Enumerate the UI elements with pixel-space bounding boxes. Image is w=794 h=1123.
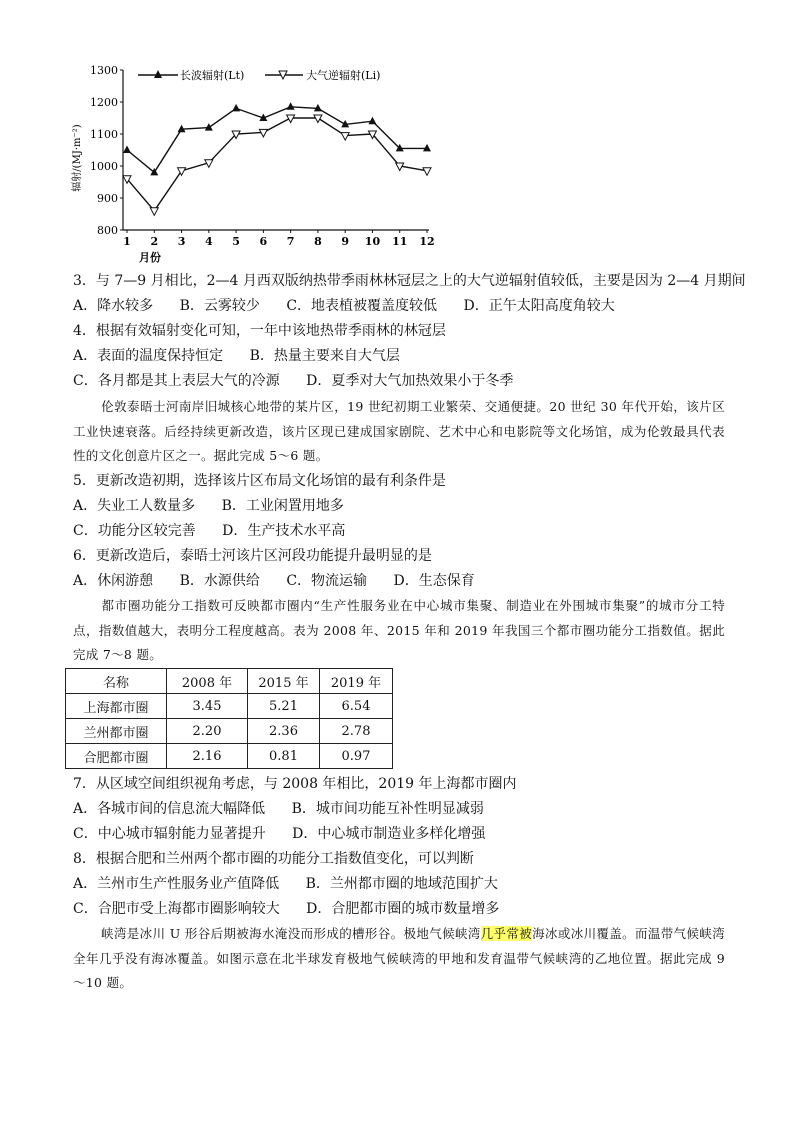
q3-option-c: C．地表植被覆盖度较低 [286, 298, 438, 314]
q7-option-a: A．各城市间的信息流大幅降低 [73, 801, 266, 817]
table-cell: 5.21 [248, 694, 320, 719]
table-row [66, 744, 393, 769]
q5-option-a: A．失业工人数量多 [73, 498, 196, 514]
table-cell: 2.36 [248, 719, 320, 744]
q8-option-a: A．兰州市生产性服务业产值降低 [73, 876, 280, 892]
q3-option-d: D．正午太阳高度角较大 [463, 298, 615, 314]
table-row [66, 694, 393, 719]
table-cell: 0.81 [248, 744, 320, 769]
q8-option-c: C．合肥市受上海都市圈影响较大 [73, 901, 280, 917]
question-7-options-row2 [73, 824, 507, 844]
passage-metro-text: 都市圈功能分工指数可反映都市圈内“生产性服务业在中心城市集聚、制造业在外围城市集聚”的城市分工特点，指数值越大，表明分工程度越高。表为 2008 年、2015 年和 2019 年我国三个都市圈功能分工指数值。据此完成 7～8 题。 [73, 598, 725, 662]
x-tick-label: 12 [419, 235, 435, 248]
data-point-li [341, 133, 349, 141]
q5-option-c: C．功能分区较完善 [73, 523, 196, 539]
x-axis-label: 月份 [139, 251, 161, 264]
q4-option-d: D．夏季对大气加热效果小于冬季 [306, 373, 514, 389]
radiation-line-chart [70, 58, 435, 268]
metro-index-table [65, 668, 393, 769]
chart-legend [138, 68, 380, 82]
q7-option-b: B．城市间功能互补性明显减弱 [291, 801, 484, 817]
question-7-stem: 7．从区域空间组织视角考虑，与 2008 年相比，2019 年上海都市圈内 [73, 776, 517, 792]
x-tick-label: 1 [123, 235, 131, 248]
question-6-stem: 6．更新改造后，泰晤士河该片区河段功能提升最明显的是 [73, 548, 432, 564]
x-tick-label: 5 [232, 235, 240, 248]
data-point-lt [287, 102, 295, 110]
question-5-stem: 5．更新改造初期，选择该片区布局文化场馆的最有利条件是 [73, 473, 446, 489]
q6-option-b: B．水源供给 [179, 573, 260, 589]
table-header-row [66, 669, 393, 694]
chart-axes [120, 70, 429, 233]
series-lines [127, 107, 427, 211]
question-3-stem: 3．与 7—9 月相比，2—4 月西双版纳热带季雨林林冠层之上的大气逆辐射值较低，主要是因为 2—4 月期间 [73, 273, 746, 289]
q7-option-d: D．中心城市制造业多样化增强 [292, 826, 486, 842]
table-row [66, 719, 393, 744]
x-tick-label: 11 [392, 235, 408, 248]
q4-option-a: A．表面的温度保持恒定 [73, 348, 224, 364]
question-5-options-row2 [73, 521, 367, 541]
passage-fjord [73, 922, 725, 996]
x-tick-label: 10 [364, 235, 381, 248]
q6-option-d: D．生态保育 [393, 573, 475, 589]
series-line-2 [127, 118, 427, 211]
passage-london [73, 395, 725, 469]
legend-filled-triangle-icon [154, 70, 162, 78]
data-point-lt [205, 123, 213, 131]
table-header-cell: 2008 年 [167, 669, 248, 694]
table-cell: 兰州都市圈 [66, 719, 167, 744]
x-tick-label: 9 [341, 235, 350, 248]
x-tick-label: 8 [314, 235, 322, 248]
question-3-options [73, 296, 637, 316]
q8-option-b: B．兰州都市圈的地域范围扩大 [305, 876, 498, 892]
highlighted-text: 几乎常被 [480, 926, 533, 941]
question-8-options-row2 [73, 899, 521, 919]
question-6-options [73, 571, 497, 591]
table-header-cell: 2015 年 [248, 669, 320, 694]
question-8-stem: 8．根据合肥和兰州两个都市圈的功能分工指数值变化，可以判断 [73, 851, 474, 867]
passage-fjord-text-2: 海冰或冰川覆盖。而温带气候峡湾全年几乎没有海冰覆盖。如图示意在北半球发育极地气候峡湾的甲地和发育温带气候峡湾的乙地位置。据此完成 9～10 题。 [73, 926, 725, 990]
question-4-stem: 4．根据有效辐射变化可知，一年中该地热带季雨林的林冠层 [73, 323, 446, 339]
question-8-options-row1 [73, 874, 520, 894]
table-cell: 0.97 [320, 744, 393, 769]
legend-label-lt: 长波辐射(Lt) [180, 69, 245, 82]
x-tick-label: 7 [286, 235, 295, 248]
q5-option-b: B．工业闲置用地多 [221, 498, 344, 514]
passage-fjord-text-1: 峡湾是冰川 U 形谷后期被海水淹没而形成的槽形谷。极地气候峡湾 [101, 926, 481, 941]
x-tick-labels [123, 235, 434, 248]
x-tick-label: 3 [177, 235, 186, 248]
passage-metro [73, 594, 725, 668]
q8-option-d: D．合肥都市圈的城市数量增多 [306, 901, 500, 917]
table-header-cell: 2019 年 [320, 669, 393, 694]
data-point-lt [423, 144, 431, 152]
x-tick-label: 4 [204, 235, 213, 248]
question-7-options-row1 [73, 799, 506, 819]
y-tick-labels [90, 64, 118, 237]
question-4-options-row2 [73, 371, 535, 391]
question-5-options-row1 [73, 496, 366, 516]
table-header-cell: 名称 [66, 669, 167, 694]
table-cell: 3.45 [167, 694, 248, 719]
y-tick-label: 1100 [90, 128, 118, 141]
passage-london-text: 伦敦泰晤士河南岸旧城核心地带的某片区，19 世纪初期工业繁荣、交通便捷。20 世纪 30 年代开始，该片区工业快速衰落。后经持续更新改造，该片区现已建成国家剧院、艺术中心和电影院等文化场馆，成为伦敦最具代表性的文化创意片区之一。据此完成 5～6 题。 [73, 399, 725, 463]
q4-option-b: B．热量主要来自大气层 [249, 348, 400, 364]
q7-option-c: C．中心城市辐射能力显著提升 [73, 826, 266, 842]
x-tick-label: 2 [150, 235, 159, 248]
table-cell: 2.20 [167, 719, 248, 744]
q3-option-b: B．云雾较少 [179, 298, 260, 314]
table-cell: 合肥都市圈 [66, 744, 167, 769]
series-markers [123, 102, 431, 215]
table-cell: 上海都市圈 [66, 694, 167, 719]
data-point-lt [368, 117, 376, 125]
y-axis-label: 辐射/(MJ·m⁻²) [72, 124, 83, 192]
y-tick-label: 1300 [90, 64, 118, 77]
q3-option-a: A．降水较多 [73, 298, 154, 314]
q4-option-c: C．各月都是其上表层大气的冷源 [73, 373, 280, 389]
x-tick-label: 6 [259, 235, 268, 248]
y-tick-label: 800 [97, 224, 118, 237]
q6-option-a: A．休闲游憩 [73, 573, 154, 589]
table-cell: 2.16 [167, 744, 248, 769]
table-cell: 2.78 [320, 719, 393, 744]
data-point-li [314, 115, 322, 123]
legend-label-li: 大气逆辐射(Li) [306, 69, 381, 82]
question-4-options-row1 [73, 346, 422, 366]
q6-option-c: C．物流运输 [286, 573, 368, 589]
y-tick-label: 900 [97, 192, 118, 205]
y-tick-label: 1000 [90, 160, 118, 173]
data-point-lt [232, 104, 240, 112]
data-point-lt [123, 146, 131, 154]
series-line-1 [127, 107, 427, 173]
data-point-li [150, 208, 158, 216]
table-cell: 6.54 [320, 694, 393, 719]
q5-option-d: D．生产技术水平高 [222, 523, 346, 539]
data-point-li [423, 168, 431, 176]
y-tick-label: 1200 [90, 96, 118, 109]
